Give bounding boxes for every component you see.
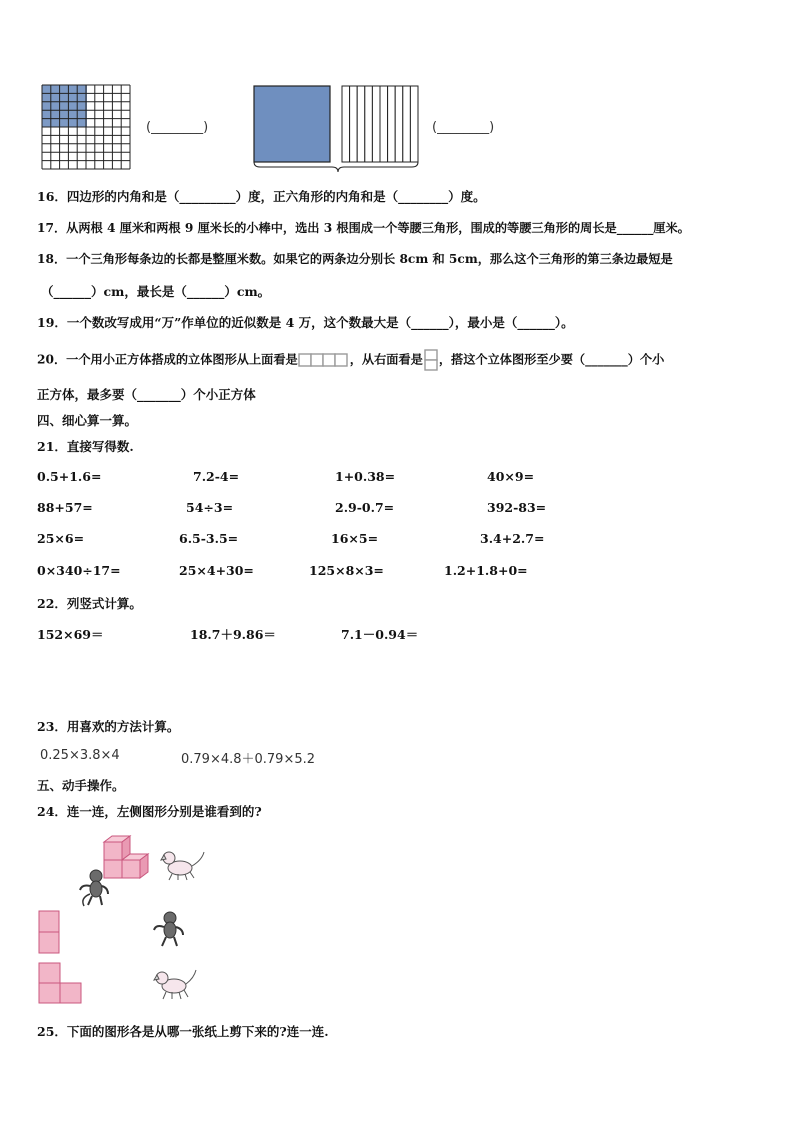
q22-item-1: 152×69＝ bbox=[37, 627, 104, 642]
question-21: 21．直接写得数. bbox=[37, 439, 134, 454]
strip bbox=[365, 86, 373, 162]
square-and-strips-figure bbox=[252, 84, 424, 170]
strip bbox=[380, 86, 388, 162]
q23-item-2: 0.79×4.8＋0.79×5.2 bbox=[181, 752, 316, 767]
q21-r4-c1: 0×340÷17= bbox=[37, 563, 121, 578]
strip bbox=[350, 86, 358, 162]
q21-r4-c2: 25×4+30= bbox=[179, 563, 254, 578]
question-18-line1: 18．一个三角形每条边的长都是整厘米数。如果它的两条边分别长 8cm 和 5cm，那么这个三角形的第三条边最短是 bbox=[37, 252, 673, 266]
strip bbox=[357, 86, 365, 162]
question-24: 24．连一连，左侧图形分别是谁看到的? bbox=[37, 804, 262, 819]
front-view-shape bbox=[38, 910, 62, 956]
q21-r3-c2: 6.5-3.5= bbox=[179, 531, 239, 546]
strip bbox=[388, 86, 396, 162]
q21-r3-c3: 16×5= bbox=[331, 531, 379, 546]
q21-r2-c3: 2.9-0.7= bbox=[335, 500, 395, 515]
question-17: 17．从两根 4 厘米和两根 9 厘米长的小棒中，选出 3 根围成一个等腰三角形，围成的等腰三角形的周长是______厘米。 bbox=[37, 221, 690, 235]
section-4-heading: 四、细心算一算。 bbox=[37, 413, 138, 428]
section-5-heading: 五、动手操作。 bbox=[37, 778, 125, 793]
q21-r3-c1: 25×6= bbox=[37, 531, 85, 546]
strip bbox=[342, 86, 350, 162]
strip bbox=[403, 86, 411, 162]
question-25: 25．下面的图形各是从哪一张纸上剪下来的?连一连. bbox=[37, 1024, 329, 1039]
right-view-icon bbox=[423, 349, 439, 371]
q23-item-1: 0.25×3.8×4 bbox=[40, 748, 120, 763]
q20-mid: ，从右面看是 bbox=[349, 352, 423, 367]
q21-r2-c2: 54÷3= bbox=[186, 500, 234, 515]
dog-icon-top bbox=[160, 846, 208, 882]
strip bbox=[395, 86, 403, 162]
strip bbox=[372, 86, 380, 162]
strip bbox=[410, 86, 418, 162]
blank-left: (________) bbox=[146, 120, 209, 135]
q21-r2-c1: 88+57= bbox=[37, 500, 93, 515]
q21-r4-c3: 125×8×3= bbox=[309, 563, 384, 578]
question-20-line1 bbox=[37, 349, 664, 371]
question-22: 22．列竖式计算。 bbox=[37, 596, 142, 611]
question-16: 16．四边形的内角和是（_________）度，正六角形的内角和是（________）度。 bbox=[37, 189, 486, 204]
dog-icon-bottom bbox=[152, 966, 200, 1002]
q22-item-3: 7.1－0.94＝ bbox=[341, 627, 419, 642]
q21-r2-c4: 392-83= bbox=[487, 500, 547, 515]
monkey-icon-top bbox=[78, 868, 112, 908]
question-20-line2: 正方体，最多要（_______）个小正方体 bbox=[37, 387, 256, 402]
brace bbox=[254, 162, 418, 172]
q21-r3-c4: 3.4+2.7= bbox=[480, 531, 545, 546]
top-view-icon bbox=[298, 352, 350, 368]
hundred-grid-figure bbox=[40, 83, 132, 171]
blank-right: (________) bbox=[432, 120, 495, 135]
q20-post: ，搭这个立体图形至少要（_______）个小 bbox=[438, 352, 665, 367]
question-19: 19．一个数改写成用“万”作单位的近似数是 4 万，这个数最大是（______），最小是（______）。 bbox=[37, 315, 574, 330]
full-blue-square bbox=[254, 86, 330, 162]
q21-r1-c4: 40×9= bbox=[487, 469, 535, 484]
q21-r4-c4: 1.2+1.8+0= bbox=[444, 563, 528, 578]
question-23: 23．用喜欢的方法计算。 bbox=[37, 719, 180, 734]
q20-pre: 20．一个用小正方体搭成的立体图形从上面看是 bbox=[37, 352, 298, 367]
q21-r1-c1: 0.5+1.6= bbox=[37, 469, 102, 484]
shaded-grid-region bbox=[42, 85, 87, 127]
question-18-line2: （______）cm，最长是（______）cm。 bbox=[41, 284, 271, 299]
q21-r1-c2: 7.2-4= bbox=[193, 469, 240, 484]
l-shape-view bbox=[38, 962, 84, 1006]
q22-item-2: 18.7＋9.86＝ bbox=[190, 627, 276, 642]
q21-r1-c3: 1+0.38= bbox=[335, 469, 396, 484]
strip-group bbox=[342, 86, 418, 162]
monkey-icon-middle bbox=[152, 910, 186, 948]
